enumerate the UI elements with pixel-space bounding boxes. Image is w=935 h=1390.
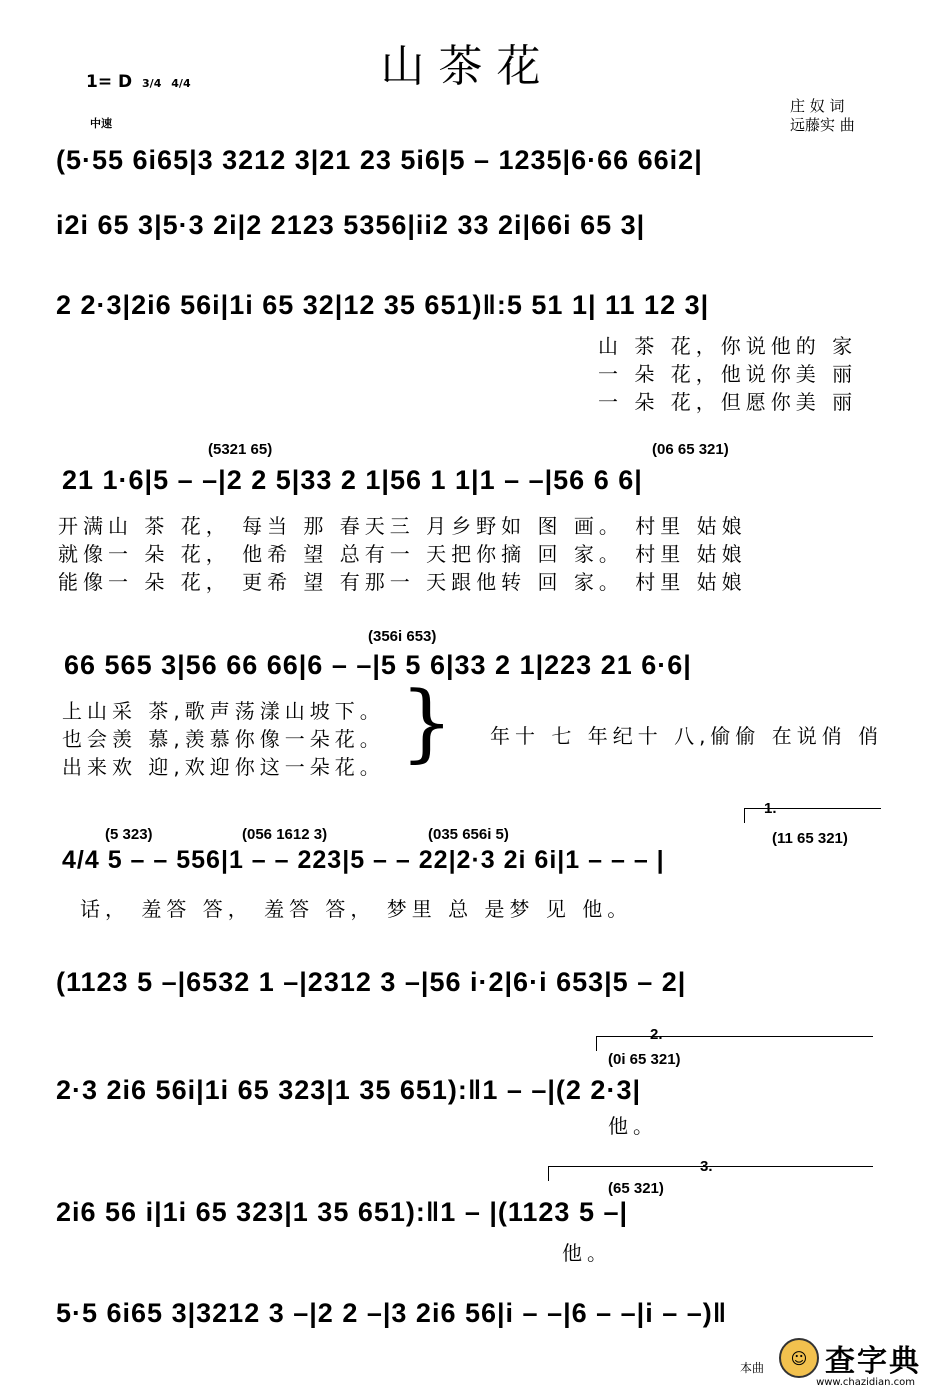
song-title: 山茶花 <box>380 41 555 92</box>
grace-notes-row6-d: (11 65 321) <box>772 830 848 847</box>
grace-notes-row5: (356i 653) <box>368 628 437 645</box>
lyric-verse2-intro: 一 朵 花，他说你美 丽 <box>598 362 858 386</box>
volta-label-3: 3. <box>700 1158 713 1175</box>
volta-label-2: 2. <box>650 1026 663 1043</box>
grace-notes-row6-c: (035 656i 5) <box>428 826 509 843</box>
composer: 远藤实 曲 <box>790 116 855 134</box>
score-row-2: i2i 65 3|5·3 2i|2 2123 5356|ii2 33 2i|66i 65 3| <box>56 210 646 240</box>
lyric-row4-line1: 开满山 茶 花， 每当 那 春天三 月乡野如 图 画。 村里 姑娘 <box>58 514 747 538</box>
grace-notes-row8: (0i 65 321) <box>608 1051 681 1068</box>
lyric-row5-line1: 上山采 茶,歌声荡漾山坡下。 <box>62 699 385 723</box>
lyric-row4-line3: 能像一 朵 花， 更希 望 有那一 天跟他转 回 家。 村里 姑娘 <box>58 570 747 594</box>
watermark-url: www.chazidian.com <box>816 1377 915 1388</box>
lyric-row6: 话， 羞答 答， 羞答 答， 梦里 总 是梦 见 他。 <box>80 897 633 921</box>
lyric-row9: 他。 <box>562 1241 612 1265</box>
time-signature-b: 4/4 <box>171 77 191 90</box>
score-row-1: (5·55 6i65|3 3212 3|21 23 5i6|5 – 1235|6·66 66i2| <box>56 145 703 175</box>
score-row-8: 2·3 2i6 56i|1i 65 323|1 35 651):‖1 – –|(2 2·3| <box>56 1075 642 1105</box>
score-row-10: 5·5 6i65 3|3212 3 –|2 2 –|3 2i6 56|i – –|6 – –|i – –)‖ <box>56 1298 728 1328</box>
watermark-logo <box>779 1336 921 1388</box>
watermark-name: 查字典 <box>825 1344 921 1379</box>
score-row-4: 21 1·6|5 – –|2 2 5|33 2 1|56 1 1|1 – –|56 6 6| <box>62 465 643 495</box>
score-row-9: 2i6 56 i|1i 65 323|1 35 651):‖1 – |(1123 5 –| <box>56 1197 629 1227</box>
score-row-7: (1123 5 –|6532 1 –|2312 3 –|56 i·2|6·i 653|5 – 2| <box>56 967 687 997</box>
lyric-brace: } <box>400 673 454 771</box>
lyric-verse1-intro: 山 茶 花，你说他的 家 <box>598 334 858 358</box>
time-signature-a: 3/4 <box>142 77 162 90</box>
grace-notes-row6-b: (056 1612 3) <box>242 826 328 843</box>
mascot-icon: ☺ <box>779 1338 819 1378</box>
grace-notes-row4-a: (5321 65) <box>208 441 273 458</box>
volta-bracket-2 <box>596 1036 873 1051</box>
lyric-row5-line2: 也会羡 慕,羡慕你像一朵花。 <box>62 727 385 751</box>
lyric-verse3-intro: 一 朵 花，但愿你美 丽 <box>598 390 858 414</box>
grace-notes-row4-b: (06 65 321) <box>652 441 729 458</box>
tempo-marking: 中速 <box>90 117 112 130</box>
score-row-6: 4/4 5 – – 556|1 – – 223|5 – – 22|2·3 2i 6i|1 – – – | <box>62 846 665 874</box>
lyric-row5-line3: 出来欢 迎,欢迎你这一朵花。 <box>62 755 385 779</box>
lyric-row5-shared: 年十 七 年纪十 八,偷偷 在说俏 俏 <box>490 724 884 748</box>
grace-notes-row9: (65 321) <box>608 1180 664 1197</box>
score-row-5: 66 565 3|56 66 66|6 – –|5 5 6|33 2 1|223 21 6·6| <box>64 650 692 680</box>
key-signature: 1= D 3/4 4/4 <box>86 72 191 92</box>
lyricist: 庄 奴 词 <box>790 97 845 115</box>
volta-label-1: 1. <box>764 800 777 817</box>
grace-notes-row6-a: (5 323) <box>105 826 153 843</box>
lyric-row4-line2: 就像一 朵 花， 他希 望 总有一 天把你摘 回 家。 村里 姑娘 <box>58 542 747 566</box>
lyric-row8: 他。 <box>608 1114 658 1138</box>
score-row-3: 2 2·3|2i6 56i|1i 65 32|12 35 651)‖:5 51 1| 11 12 3| <box>56 290 710 320</box>
footer-note: 本曲 <box>740 1361 765 1375</box>
